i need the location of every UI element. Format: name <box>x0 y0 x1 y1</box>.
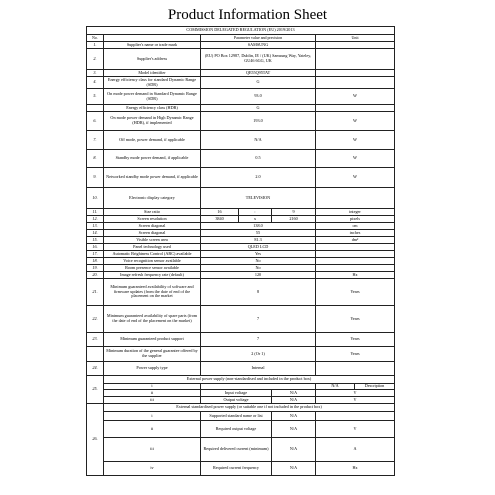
regulation-row <box>87 27 395 35</box>
row-unit: Years <box>316 347 395 362</box>
row-description: Voice recognition sensor available <box>104 258 201 265</box>
row-unit: W <box>316 112 395 131</box>
row-description: Room presence sensor available <box>104 265 201 272</box>
table-row <box>87 347 395 362</box>
row-number: 8. <box>87 150 104 168</box>
row-number: 3. <box>87 70 104 77</box>
header-unit: Unit <box>316 35 395 42</box>
row-value: 2.0 <box>201 168 316 188</box>
row-description: Standby mode power demand, if applicable <box>104 150 201 168</box>
row-description: Output voltage <box>201 397 272 404</box>
header-no: No. <box>87 35 104 42</box>
table-row <box>87 251 395 258</box>
row-value: 55 <box>201 230 316 237</box>
row-value: TELEVISION <box>201 188 316 209</box>
header-param-value: Parameter value and precision <box>201 35 316 42</box>
row-description: Panel technology used <box>104 244 201 251</box>
row-number: 19. <box>87 265 104 272</box>
row-unit: V <box>316 397 395 404</box>
table-row <box>87 131 395 150</box>
row-description: Networked standby mode power demand, if applicable <box>104 168 201 188</box>
row-value: 138.0 <box>201 223 316 230</box>
row-description: Power supply type <box>104 362 201 376</box>
table-row <box>87 49 395 70</box>
sub-row-number: iii <box>104 397 201 404</box>
row-description: Required delivered current (minimum) <box>201 438 272 462</box>
row-description: Required output voltage <box>201 421 272 438</box>
std-psu-heading-row <box>87 404 395 412</box>
row-description: Image refresh frequency rate (default) <box>104 272 201 279</box>
row-description: Screen diagonal <box>104 230 201 237</box>
sub-row-number: ii <box>104 421 201 438</box>
row-unit: W <box>316 131 395 150</box>
table-row <box>87 265 395 272</box>
row-description: Screen diagonal <box>104 223 201 230</box>
row-unit <box>316 49 395 70</box>
row-number: 22. <box>87 306 104 333</box>
row-value-2: 9 <box>272 209 316 216</box>
row-description: Input voltage <box>201 390 272 397</box>
row-number: 10. <box>87 188 104 209</box>
row-value: 0.5 <box>201 150 316 168</box>
row-value: 2 (Or 1) <box>201 347 316 362</box>
row-description: Supplier's address <box>104 49 201 70</box>
row-number: 5. <box>87 89 104 105</box>
row-unit: Years <box>316 279 395 306</box>
row-number: 20. <box>87 272 104 279</box>
row-description: Minimum guaranteed product support <box>104 333 201 347</box>
sub-row-number: iii <box>104 438 201 462</box>
row-number <box>87 347 104 362</box>
table-row <box>87 306 395 333</box>
table-row <box>87 209 395 216</box>
header-blank <box>104 35 201 42</box>
row-description: On mode power demand in Standard Dynamic Range (SDR) <box>104 89 201 105</box>
row-value: QLED LCD <box>201 244 316 251</box>
row-value: N/A <box>272 462 316 476</box>
row-number: 13. <box>87 223 104 230</box>
row-number: 2. <box>87 49 104 70</box>
description-label: Description <box>355 384 395 390</box>
row-value: 7 <box>201 333 316 347</box>
row-number: 14. <box>87 230 104 237</box>
row-unit: V <box>316 421 395 438</box>
row-description: On mode power demand in High Dynamic Range (HDR), if implemented <box>104 112 201 131</box>
info-table <box>86 26 395 476</box>
table-row <box>87 362 395 376</box>
row-description: Energy efficiency class (HDR) <box>104 105 201 112</box>
row-unit: Years <box>316 306 395 333</box>
page-title: Product Information Sheet <box>167 7 328 23</box>
table-row <box>87 223 395 230</box>
row-unit: Hz <box>316 462 395 476</box>
row-value-separator: x <box>239 216 272 223</box>
row-description: Visible screen area <box>104 237 201 244</box>
row-value: N/A <box>272 397 316 404</box>
row-number: 12. <box>87 216 104 223</box>
row-value: No <box>201 265 316 272</box>
table-row <box>87 230 395 237</box>
regulation-text: COMMISSION DELEGATED REGULATION (EU) 2019/2013 <box>87 27 395 35</box>
row-value: SAMSUNG <box>201 42 316 49</box>
row-number: 25. <box>87 376 104 404</box>
row-number: 1. <box>87 42 104 49</box>
row-value: (EU) PO Box 12987, Dublin, IE / (UK) Samsung Way, Yateley, GU46 6GG, UK <box>201 49 316 70</box>
row-value: Internal <box>201 362 316 376</box>
table-row <box>87 258 395 265</box>
row-description: Screen resolution <box>104 216 201 223</box>
row-description: Supported standard name or list <box>201 412 272 421</box>
row-number: 17. <box>87 251 104 258</box>
row-unit: inches <box>316 230 395 237</box>
table-row <box>87 42 395 49</box>
row-description: Electronic display category <box>104 188 201 209</box>
row-number: 23. <box>87 333 104 347</box>
row-value: N/A <box>201 131 316 150</box>
row-description: Supplier's name or trade mark <box>104 42 201 49</box>
row-number <box>87 105 104 112</box>
row-description: Minimum duration of the general guarantee offered by the supplier <box>104 347 201 362</box>
row-value: 8 <box>201 279 316 306</box>
row-number: 18. <box>87 258 104 265</box>
table-row <box>87 105 395 112</box>
row-value: N/A <box>272 412 316 421</box>
row-description: Off mode, power demand, if applicable <box>104 131 201 150</box>
row-value: N/A <box>272 421 316 438</box>
table-row <box>87 70 395 77</box>
std-psu-heading: External standardised power supply (or suitable one if not included in the product box) <box>104 404 395 412</box>
row-number: 26. <box>87 404 104 476</box>
row-unit: W <box>316 89 395 105</box>
row-unit <box>316 244 395 251</box>
table-row <box>87 237 395 244</box>
row-description: Size ratio <box>104 209 201 216</box>
sub-row-number: iv <box>104 462 201 476</box>
row-unit <box>316 412 395 421</box>
header-row <box>87 35 395 42</box>
table-row <box>87 188 395 209</box>
row-value: QE55Q95TAT <box>201 70 316 77</box>
row-unit: Hz <box>316 272 395 279</box>
table-row <box>87 77 395 89</box>
table-row <box>87 150 395 168</box>
row-unit <box>316 105 395 112</box>
row-description: Automatic Brightness Control (ABC) available <box>104 251 201 258</box>
row-value-1: 16 <box>201 209 239 216</box>
ext-psu-heading-row <box>87 376 395 384</box>
table-row <box>87 168 395 188</box>
row-description: Minimum guaranteed availability of software and firmware updates (from the date of end of the placement on the market <box>104 279 201 306</box>
row-value: G <box>201 77 316 89</box>
row-unit: integer <box>316 209 395 216</box>
row-unit <box>316 258 395 265</box>
table-row <box>87 272 395 279</box>
row-unit <box>316 265 395 272</box>
row-description: Model identifier <box>104 70 201 77</box>
row-unit: V <box>316 390 395 397</box>
row-description: Energy efficiency class for standard Dynamic Range (SDR) <box>104 77 201 89</box>
row-description: Minimum guaranteed availability of spare parts (from the date of end of the placement on the market) <box>104 306 201 333</box>
row-number: 24. <box>87 362 104 376</box>
row-unit: cm <box>316 223 395 230</box>
row-value: 93.0 <box>201 89 316 105</box>
row-unit: dm² <box>316 237 395 244</box>
row-unit: A <box>316 438 395 462</box>
row-unit: pixels <box>316 216 395 223</box>
row-unit: W <box>316 168 395 188</box>
table-row <box>87 421 395 438</box>
table-row <box>87 333 395 347</box>
row-value: N/A <box>272 438 316 462</box>
sub-row-number: i <box>104 412 201 421</box>
row-number: 6. <box>87 112 104 131</box>
table-row <box>87 112 395 131</box>
row-value-separator: : <box>239 209 272 216</box>
row-description: Required current frequency <box>201 462 272 476</box>
row-number: 11. <box>87 209 104 216</box>
row-number: 21. <box>87 279 104 306</box>
table-row <box>87 438 395 462</box>
row-value: N/A <box>316 384 355 390</box>
row-number: 4. <box>87 77 104 89</box>
row-unit <box>316 70 395 77</box>
row-unit <box>316 188 395 209</box>
row-unit <box>316 251 395 258</box>
row-value: 120 <box>201 272 316 279</box>
row-value-2: 2160 <box>272 216 316 223</box>
row-value: Yes <box>201 251 316 258</box>
ext-psu-heading: External power supply (non-standardised and included in the product box) <box>104 376 395 384</box>
row-value: N/A <box>272 390 316 397</box>
row-value: 7 <box>201 306 316 333</box>
table-row <box>87 412 395 421</box>
row-value: 193.0 <box>201 112 316 131</box>
row-number: 15. <box>87 237 104 244</box>
table-row <box>87 216 395 223</box>
table-row <box>87 390 395 397</box>
row-unit: Years <box>316 333 395 347</box>
row-value: G <box>201 105 316 112</box>
row-number: 9. <box>87 168 104 188</box>
table-row <box>87 244 395 251</box>
table-row <box>87 279 395 306</box>
row-value: 81.3 <box>201 237 316 244</box>
row-number: 7. <box>87 131 104 150</box>
row-value-1: 3840 <box>201 216 239 223</box>
row-number: 16. <box>87 244 104 251</box>
sub-row-number: ii <box>104 390 201 397</box>
row-unit <box>316 77 395 89</box>
table-row <box>87 89 395 105</box>
row-unit: W <box>316 150 395 168</box>
row-value: No <box>201 258 316 265</box>
row-unit <box>316 362 395 376</box>
row-unit <box>316 42 395 49</box>
table-row <box>87 462 395 476</box>
sub-row-number: i <box>104 384 201 390</box>
table-row <box>87 397 395 404</box>
